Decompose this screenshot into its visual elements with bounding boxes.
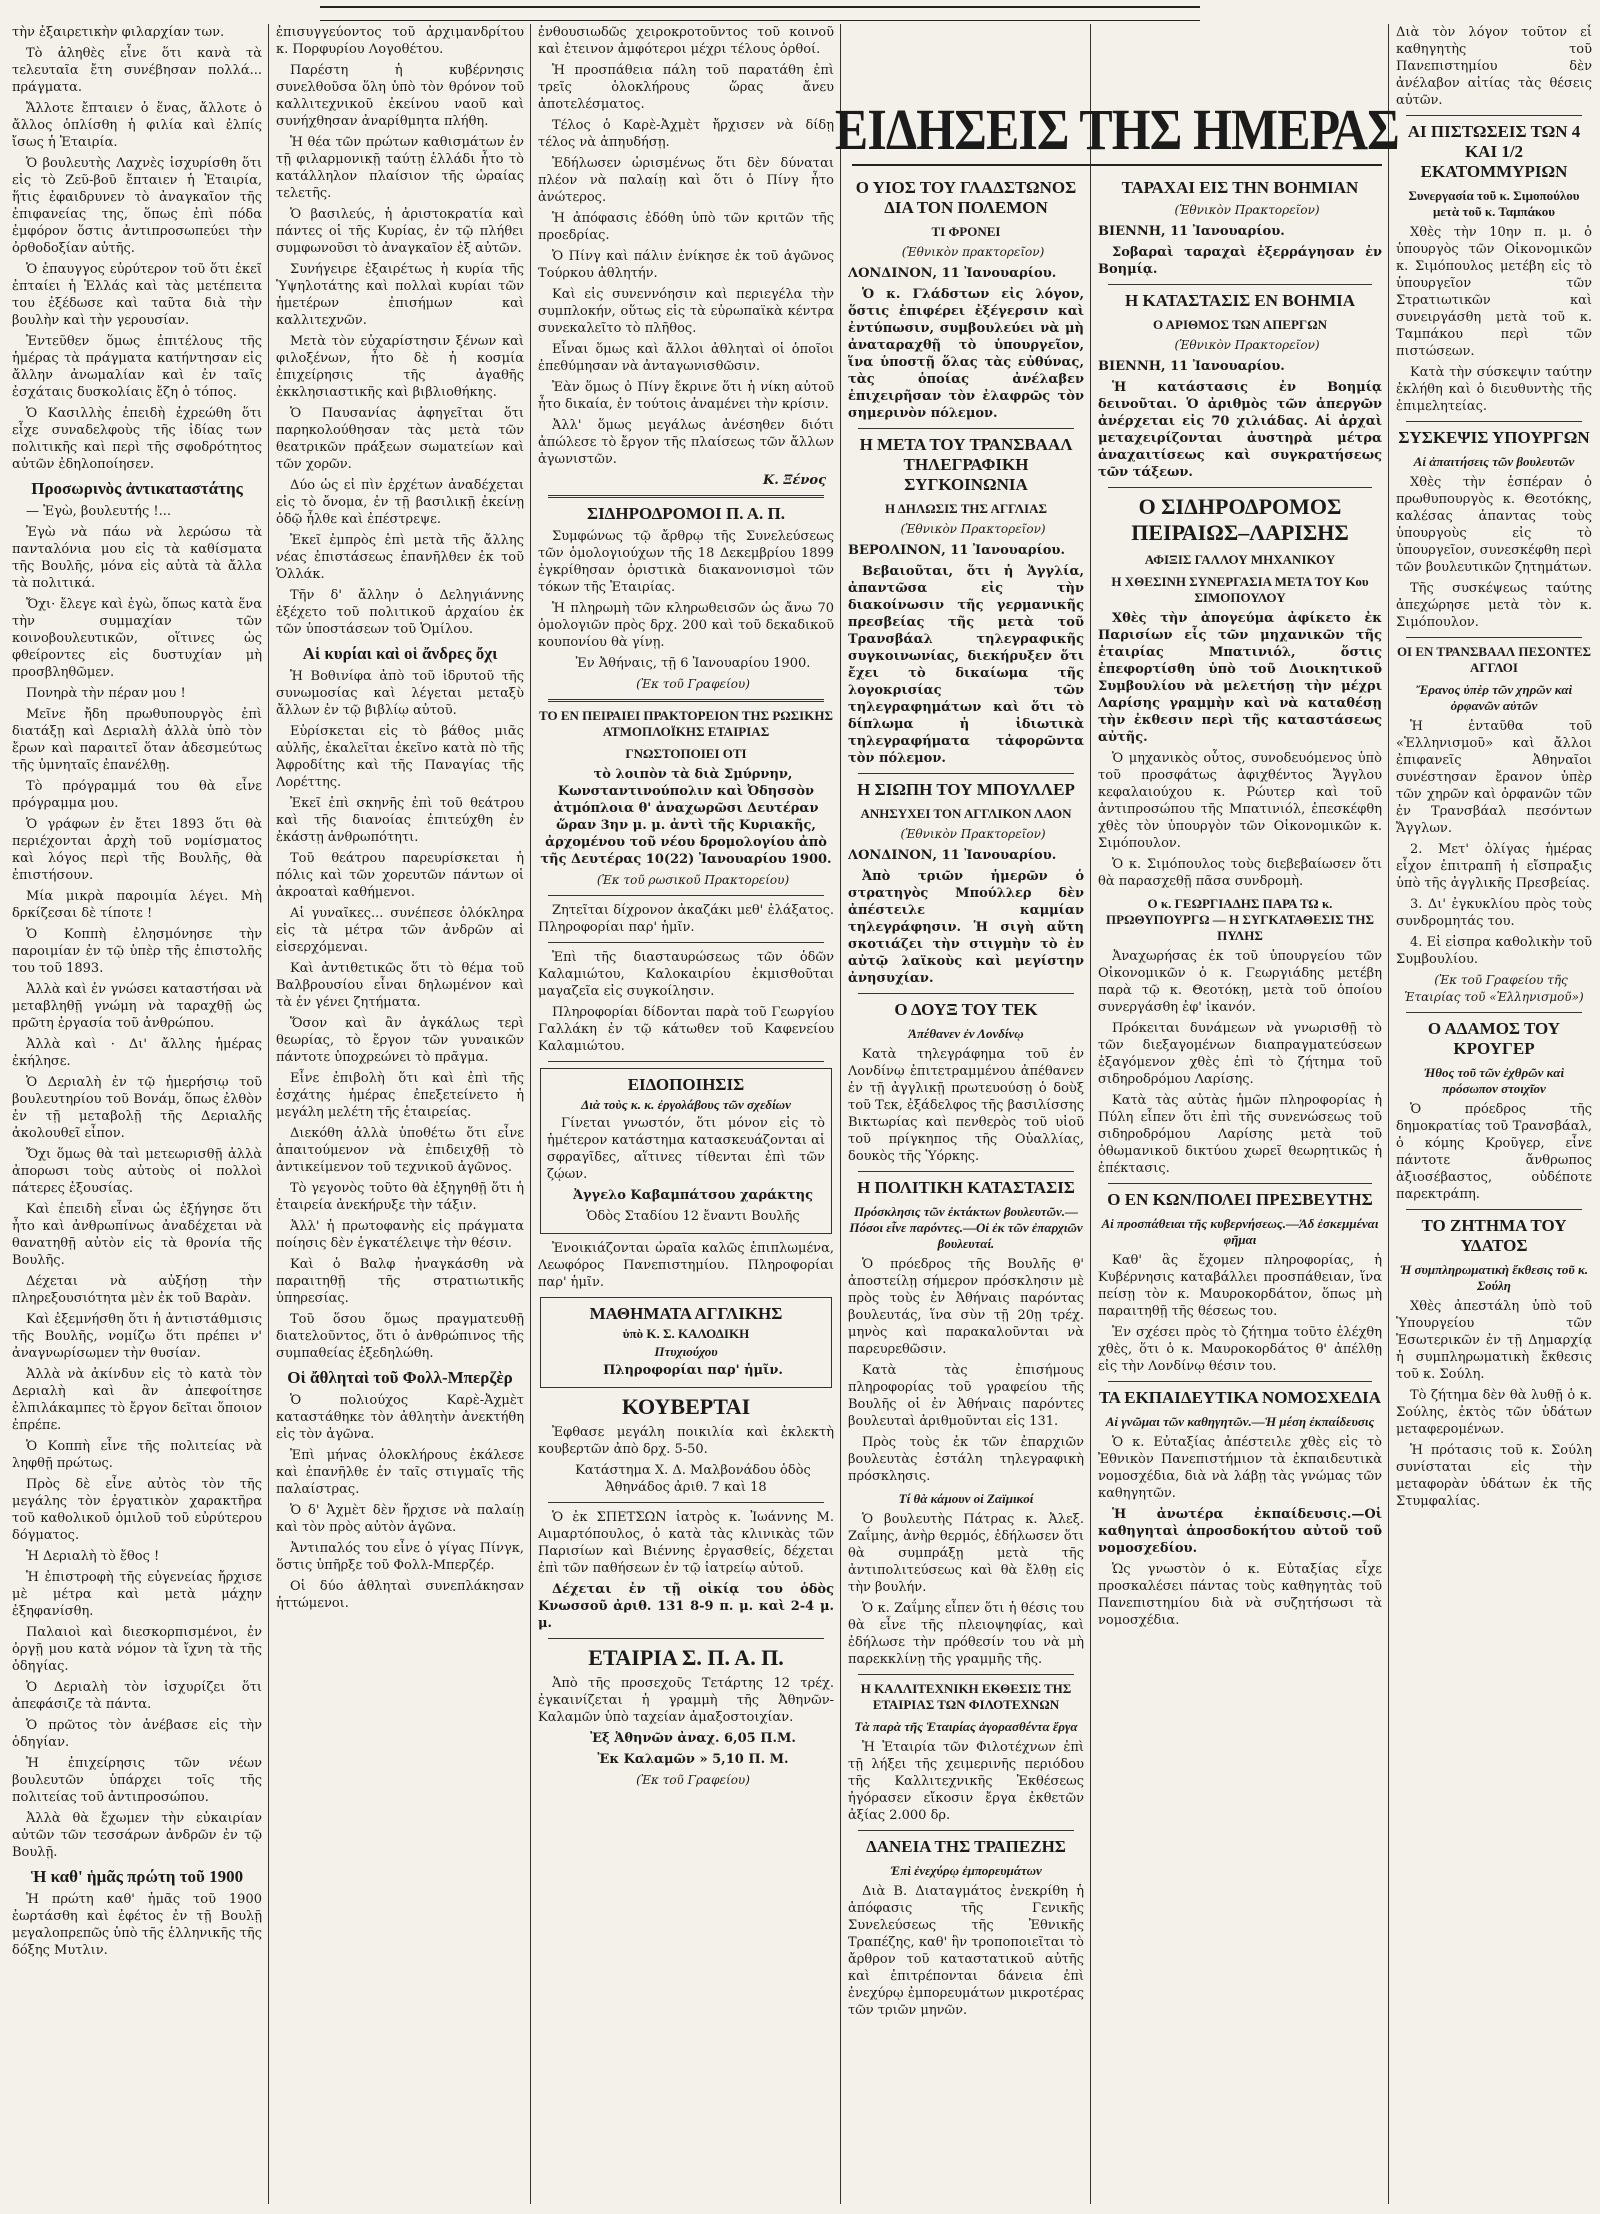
article-subheadline: Ἡ συμπληρωματικὴ ἔκθεσις τοῦ κ. Σούλη: [1399, 1262, 1589, 1293]
article-subheadline: Ἠθος τοῦ τῶν ἐχθρῶν καὶ πρόσωπον στοιχῖον: [1423, 1065, 1565, 1096]
article-paragraph: Ὁ κ. Σιμόπουλος τοὺς διεβεβαίωσεν ὅτι θὰ παρασχεθῇ πᾶσα συνδρομὴ.: [1098, 857, 1382, 889]
column-separator: [1090, 24, 1091, 2204]
divider: [1108, 1381, 1372, 1382]
article-paragraph: 4. Εἰ εἰσπρα καθολικὴν τοῦ Συμβουλίου.: [1396, 935, 1592, 967]
article-paragraph: Μία μικρὰ παροιμία λέγει. Μὴ δρκίζεσαι δὲ τίποτε !: [12, 889, 262, 921]
ad-heading: ΕΙΔΟΠΟΙΗΣΙΣ: [627, 1075, 745, 1094]
article-paragraph: Ὁ Κοππὴ εἶνε τῆς πολιτείας νὰ ληφθῇ πρώτως.: [12, 1439, 262, 1471]
article-paragraph: Τὸ πρόγραμμά του θὰ εἶνε πρόγραμμα μου.: [12, 779, 262, 811]
news-source: (Ἐθνικὸν Πρακτορεῖον): [1174, 338, 1320, 352]
column-separator: [530, 24, 531, 2204]
article-paragraph: Τῆν δ' ἄλλην ὁ Δεληγιάννης ἐξέχετο τοῦ πολιτικοῦ ἀρχαίου ἐκ τῶν ὑποστάσεων τοῦ Ὁμίλου.: [276, 588, 524, 637]
article-paragraph: Πρὸς δὲ εἶνε αὐτὸς τὸν τῆς μεγάλης τὸν ἐργατικὸν χαρακτῆρα τοῦ καθολικοῦ ὁμιλοῦ τοῦ εὐρύτερου δόγματος.: [12, 1477, 262, 1543]
article-subheadline: Η ΧΘΕΣΙΝΗ ΣΥΝΕΡΓΑΣΙΑ ΜΕΤΑ ΤΟΥ Κου ΣΙΜΟΠΟΥΛΟΥ: [1111, 574, 1369, 605]
article-paragraph: Δύο ὡς εἰ πὶν ἐρχέτων ἀναδέχεται εἰς τὸ ὄνομα, ἐν τῇ βασιλικῇ ἐκείνῃ ὁδῷ ἦλθε καὶ ἐπέστρεψε.: [276, 478, 524, 527]
divider: [548, 495, 824, 498]
article-headline: Ο ΔΟΥΞ ΤΟΥ ΤΕΚ: [894, 1000, 1038, 1019]
article-paragraph: ἐπισυγγεύοντος τοῦ ἀρχιμανδρίτου κ. Πορφυρίου Λογοθέτου.: [276, 25, 524, 57]
section-title: [835, 96, 1399, 162]
article-subheadline: ΑΦΙΞΙΣ ΓΑΛΛΟΥ ΜΗΧΑΝΙΚΟΥ: [1144, 552, 1336, 567]
article-paragraph: Ὡς γνωστὸν ὁ κ. Εὐταξίας εἶχε προσκαλέσει πάντας τοὺς καθηγητὰς τοῦ Πανεπιστημίου διὰ νὰ συζητήσωσι τὰ νομοσχέδια.: [1098, 1562, 1382, 1628]
article-paragraph: Τέλος ὁ Καρὲ-Ἀχμὲτ ἤρχισεν νὰ δίδῃ τέλος νὰ ἀπηυδήσῃ.: [538, 118, 834, 150]
article-paragraph: Τοῦ θεάτρου παρευρίσκεται ἡ πόλις καὶ τῶν χορευτῶν πάντων οἱ ἀκροαταὶ καθήμενοι.: [276, 851, 524, 900]
article-paragraph: 2. Μετ' ὀλίγας ἡμέρας εἶχον ἐπιτραπῆ ἡ εἴσπραξις ὑπὸ τῆς ἀγγλικῆς Πρεσβείας.: [1396, 842, 1592, 891]
ad-paragraph: Δέχεται ἐν τῇ οἰκίᾳ του ὁδὸς Κνωσσοῦ ἀριθ. 131 8-9 π. μ. καὶ 2-4 μ. μ.: [538, 1582, 834, 1631]
divider: [858, 1830, 1074, 1831]
divider: [858, 1171, 1074, 1172]
dateline: ΛΟΝΔΙΝΟΝ, 11 Ἰανουαρίου.: [848, 266, 1057, 281]
article-paragraph: τὴν ἐξαιρετικὴν φιλαρχίαν των.: [12, 25, 225, 40]
ad-subheading: Διὰ τοὺς κ. κ. ἐργολάβους τῶν σχεδίων: [581, 1097, 791, 1112]
article-paragraph: Καὶ ἐπειδὴ εἶναι ὡς ἐξήγησε ὅτι ἦτο καὶ ἀνθρωπίνως ἀναδέχεται νὰ θανατηθῇ αὐτὸν εἰς τὰ θρονία τῆς Βουλῆς.: [12, 1202, 262, 1268]
article-paragraph: Κατὰ τὰς ἐπισήμους πληροφορίας τοῦ γραφείου τῆς Βουλῆς οἱ ἐν Ἀθήναις παρόντες βουλευταὶ ἀριθμοῦνται εἰς 131.: [848, 1363, 1084, 1429]
section-heading: Αἱ κυρίαι καὶ οἱ ἄνδρες ὄχι: [302, 644, 498, 663]
article-paragraph: 3. Δι' ἐγκυκλίου πρὸς τοὺς συνδρομητάς του.: [1396, 897, 1592, 929]
notice-paragraph: Συμφώνως τῷ ἄρθρῳ τῆς Συνελεύσεως τῶν ὁμολογιούχων τῆς 18 Δεκεμβρίου 1899 ἐγκρίθησαν ὁριστικὰ διακανονισμοὶ τῶν τόκων τῆς Ἑταιρίας.: [538, 529, 834, 595]
article-paragraph: Ὁ Δεριαλὴ τὸν ἰσχυρίζει ὅτι ἀπεφάσιζε τὰ πάντα.: [12, 1680, 262, 1712]
article-paragraph: Ἡ ἀνωτέρα ἐκπαίδευσις.—Οἱ καθηγηταὶ ἀπροσδοκήτου αὐτοῦ τοῦ νομοσχεδίου.: [1098, 1507, 1382, 1556]
column-separator: [268, 24, 269, 2204]
article-paragraph: Καὶ εἰς συνεννόησιν καὶ περιεγέλα τὴν συμπλοκήν, οὕτως εἰς τὰ εὐρωπαϊκὰ κέντρα συνεκαλεῖτο τὸ πλῆθος.: [538, 287, 834, 336]
article-headline: ΟΙ ΕΝ ΤΡΑΝΣΒΑΑΛ ΠΕΣΟΝΤΕΣ ΑΓΓΛΟΙ: [1396, 644, 1592, 675]
article-subheadline: Αἱ γνῶμαι τῶν καθηγητῶν.—Ἡ μέση ἐκπαίδευσις: [1105, 1414, 1375, 1429]
article-paragraph: Ἡ Δεριαλὴ τὸ ἔθος !: [26, 1549, 160, 1564]
news-source: (Ἐθνικὸν Πρακτορεῖον): [900, 827, 1046, 841]
article-paragraph: Εἶνε ἐπιβολὴ ὅτι καὶ ἐπὶ τῆς ἐσχάτης ἡμέρας ἐπεξετείνετο ἡ μεγάλη μελέτη τῆς ἑταιρείας.: [276, 1071, 524, 1120]
ad-heading: ΚΟΥΒΕΡΤΑΙ: [621, 1394, 751, 1419]
article-paragraph: Ὄχι ὅμως θὰ ταὶ μετεωρισθῇ ἀλλὰ ἀπορωσι τοὺς αὐτοὺς οἱ πολλοὶ πάτερες ἐξουσίας.: [12, 1147, 262, 1196]
section-heading: Προσωρινὸς ἀντικαταστάτης: [31, 479, 243, 498]
news-source: (Ἐθνικὸν Πρακτορεῖον): [900, 522, 1046, 536]
ad-address: Κατάστημα Χ. Δ. Μαλβονάδου ὁδὸς Ἀθηνάδος ἀριθ. 7 καὶ 18: [575, 1463, 811, 1495]
article-paragraph: Συνήγειρε ἐξαιρέτως ἡ κυρία τῆς Ὑψηλοτάτης καὶ πολλαὶ κυρίαι τῶν ἡμετέρων ἐπισήμων καὶ καλλιτεχνῶν.: [276, 262, 524, 328]
article-headline: ΣΥΣΚΕΨΙΣ ΥΠΟΥΡΓΩΝ: [1398, 428, 1590, 447]
article-paragraph: Κατὰ τηλεγράφημα τοῦ ἐν Λονδίνῳ ἐπιτετραμμένου ἀπέθανεν ἐν τῇ ἀγγλικῇ πρωτευούσῃ ὁ δοὺξ τοῦ Τεκ, ἐξάδελφος τῆς βασιλίσσης Βικτωρίας καὶ πενθερὸς τοῦ υἱοῦ τοῦ πρίγκηπος τῆς Οὐαλλίας, δουκὸς τῆς Ὑόρκης.: [848, 1047, 1084, 1164]
article-paragraph: Ὁ βουλευτὴς Λαχνὲς ἰσχυρίσθη ὅτι εἰς τὸ Ζεῦ-βοῦ ἔπταιεν ἡ Ἑταιρία, ἥτις ἐφαιδρυνεν τὸ ἀναγκαῖον τῆς ἐπιφανείας της, ὅπως ἐπὶ πόδα ἐμφόρον ὅστις ἀντιπροσωπεύει τὴν ὀρθοδοξίαν αὐτῆς.: [12, 156, 262, 256]
article-paragraph: Ἐντεῦθεν ὅμως ἐπιτέλους τῆς ἡμέρας τὰ πράγματα κατήντησαν εἰς ἄλλην ἀνωμαλίαν καὶ ἐν ταῖς ἐσχάταις δυσκολίαις ἔζη ὁ τόπος.: [12, 334, 262, 400]
article-paragraph: Τὸ γεγονὸς τοῦτο θὰ ἐξηγηθῇ ὅτι ἡ ἑταιρεία ἀνεκήρυξε τὴν τάξιν.: [276, 1181, 524, 1213]
article-paragraph: Χθὲς τὴν 10ην π. μ. ὁ ὑπουργὸς τῶν Οἰκονομικῶν κ. Σιμόπουλος μετέβη εἰς τὸ ὑπουργεῖον τῶν Στρατιωτικῶν καὶ συνειργάσθη μετὰ τοῦ κ. Ταμπάκου περὶ τῶν πιστώσεων.: [1396, 225, 1592, 359]
ad-subheading: Πτυχιούχου: [654, 1344, 718, 1359]
article-paragraph: Ἀπὸ τριῶν ἡμερῶν ὁ στρατηγὸς Μπούλλερ δὲν ἀπέστειλε καμμίαν τηλεγράφησιν. Ἡ σιγὴ αὕτη σκοτιάζει τὴν στιγμὴν τὸ ἐν αὐτῷ λαϊκοὺς καὶ μεγίστην ἀνησυχίαν.: [848, 869, 1084, 986]
article-headline: ΤΟ ΖΗΤΗΜΑ ΤΟΥ ΥΔΑΤΟΣ: [1421, 1216, 1567, 1255]
article-paragraph: Ὁ πολιούχος Καρὲ-Ἀχμὲτ καταστάθηκε τὸν ἀθλητὴν ἀνεκτήθη εἰς τὸν ἀγῶνα.: [276, 1393, 524, 1442]
article-paragraph: Ἡ Ἑταιρία τῶν Φιλοτέχνων ἐπὶ τῇ λήξει τῆς χειμερινῆς περιόδου τῆς Καλλιτεχνικῆς Ἐκθέσεως ἠγόρασεν εἴκοσιν ἔργα ἐκθετῶν ἀξίας 2.000 δρ.: [848, 1740, 1084, 1823]
divider: [858, 773, 1074, 774]
article-headline: ΑΙ ΠΙΣΤΩΣΕΙΣ ΤΩΝ 4 ΚΑΙ 1/2 ΕΚΑΤΟΜΜΥΡΙΩΝ: [1407, 122, 1581, 181]
article-paragraph: Καθ' ἃς ἔχομεν πληροφορίας, ἡ Κυβέρνησις καταβάλλει προσπάθειαν, ἵνα πείσῃ τὸν κ. Μαυροκορδάτον, ὅπως μὴ παραιτηθῇ τῆς θέσεως του.: [1098, 1253, 1382, 1319]
article-paragraph: Οἱ δύο ἀθληταὶ συνεπλάκησαν ἡττώμενοι.: [276, 1579, 524, 1611]
article-headline: Η ΚΑΤΑΣΤΑΣΙΣ ΕΝ ΒΟΗΜΙΑ: [1124, 291, 1356, 310]
article-paragraph: Ὁ Δεριαλὴ ἐν τῷ ἡμερήσιῳ τοῦ βουλευτηρίου τοῦ Βονάμ, ὅπως ἐλθὸν ἐν τῇ μεταβολῇ τῆς Δεριαλῆς ἀκολουθεῖ εἶπον.: [12, 1075, 262, 1141]
divider: [548, 1638, 824, 1639]
article-paragraph: Τῆς συσκέψεως ταύτης ἀπεχώρησε μετὰ τὸν κ. Σιμόπουλον.: [1396, 581, 1592, 630]
article-headline: ΔΑΝΕΙΑ ΤΗΣ ΤΡΑΠΕΖΗΣ: [866, 1837, 1066, 1856]
timetable-line: Ἐκ Καλαμῶν » 5,10 Π. Μ.: [597, 1752, 789, 1767]
article-paragraph: Μετὰ τὸν εὐχαρίστησιν ξένων καὶ φιλοξένων, ἦτο δὲ ἡ κοσμία ἐπιχείρησις τῆς ἀγαθῆς ἐκκλησιαστικῆς καὶ βιβλιοθήκης.: [276, 334, 524, 400]
notice-date: Ἐν Ἀθήναις, τῇ 6 Ἰανουαρίου 1900.: [575, 656, 811, 671]
article-paragraph: Ὁ κ. Γλάδστων εἰς λόγον, ὅστις ἐπιφέρει ἐξέγερσιν καὶ ἐντύπωσιν, συμβουλεύει νὰ μὴ ἀναταραχθῇ τὸ ὑπουργεῖον, ἵνα ὑποστῇ ὅλας τὰς εὐθύνας, τὰς ὁποίας ἀνέλαβεν ἐπιχειρῆσαν τὸν ἐλαφρῶς τὸν σημερινὸν πόλεμον.: [848, 287, 1084, 421]
article-paragraph: Ἡ Βοθινίφα ἀπὸ τοῦ ἱδρυτοῦ τῆς συνωμοσίας καὶ λέγεται μεταξὺ ἄλλων ἐν τῷ βιβλίῳ αὐτοῦ.: [276, 669, 524, 718]
article-subheadline: ΤΙ ΦΡΟΝΕΙ: [931, 224, 1001, 239]
ad-heading: ΕΤΑΙΡΙΑ Σ. Π. Α. Π.: [588, 1645, 784, 1670]
article-paragraph: Ὁ Κασιλλὴς ἐπειδὴ ἐχρεώθη ὅτι εἶχε συναδελφοὺς τῆς ἰδίας των πολιτικῆς καὶ περὶ τῆς σφοδρότητος αὐτῶν ἐδηλοποίησεν.: [12, 406, 262, 472]
divider: [1406, 115, 1582, 116]
article-headline: Ο ΕΝ ΚΩΝ/ΠΟΛΕΙ ΠΡΕΣΒΕΥΤΗΣ: [1107, 1190, 1373, 1209]
divider: [1108, 487, 1372, 488]
article-headline: Ο ΣΙΔΗΡΟΔΡΟΜΟΣ ΠΕΙΡΑΙΩΣ–ΛΑΡΙΣΗΣ: [1131, 494, 1349, 545]
dateline: ΒΕΡΟΛΙΝΟΝ, 11 Ἰανουαρίου.: [848, 543, 1065, 558]
article-paragraph: Πρόκειται δυνάμεων νὰ γνωρισθῇ τὸ τῶν διεξαγομένων διαπραγματεύσεων ἐξαγόμενον χθὲς ἐπὶ τὸ ζήτημα τοῦ σιδηροδρόμου Λαρίσης.: [1098, 1021, 1382, 1087]
article-paragraph: Πρὸς τοὺς ἐκ τῶν ἐπαρχιῶν βουλευτὰς ἐστάλη τηλεγραφικὴ πρόσκλησις.: [848, 1435, 1084, 1484]
article-paragraph: Καὶ ἀντιθετικῶς ὅτι τὸ θέμα τοῦ Βαλβρουσίου εἶναι δηλωμένον καὶ τὰ ἐν γένει ζητήματα.: [276, 961, 524, 1010]
article-paragraph: Διὰ τὸν λόγον τοῦτον εἶ καθηγητὴς τοῦ Πανεπιστημίου δὲν ἀνέλαβον αἰτίας τὰς θέσεις αὐτῶν.: [1396, 25, 1592, 108]
article-paragraph: Διὰ Β. Διαταγμάτος ἐνεκρίθη ἡ ἀπόφασις τῆς Γενικῆς Συνελεύσεως τῆς Ἐθνικῆς Τραπέζης, καθ' ἣν τροποποιεῖται τὸ ἄρθρον τοῦ καταστατικοῦ αὐτῆς καὶ ἐπιτρέπονται δάνεια ἐπὶ ἐνεχύρῳ ἐμπορευμάτων μικροτέρας τῶν τριῶν μηνῶν.: [848, 1884, 1084, 2018]
ad-heading: ΣΙΔΗΡΟΔΡΟΜΟΙ Π. Α. Π.: [586, 504, 786, 523]
article-headline: Ο κ. ΓΕΩΡΓΙΑΔΗΣ ΠΑΡΑ ΤΩ κ. ΠΡΩΘΥΠΟΥΡΓΩ — Η ΣΥΓΚΑΤΑΘΕΣΙΣ ΤΗΣ ΠΥΛΗΣ: [1106, 896, 1374, 943]
article-paragraph: Ἀναχωρήσας ἐκ τοῦ ὑπουργείου τῶν Οἰκονομικῶν ὁ κ. Γεωργιάδης μετέβη παρὰ τῷ κ. Θεοτόκῃ, μετὰ τοῦ ὁποίου συνεργάσθη ἐφ' ἱκανόν.: [1098, 949, 1382, 1015]
article-paragraph: Ὁ Κοππὴ ἐλησμόνησε τὴν παροιμίαν ἐν τῷ ὑπὲρ τῆς ἐπιστολῆς του τοῦ 1893.: [12, 927, 262, 976]
article-paragraph: Ὁ πρῶτος τὸν ἀνέβασε εἰς τὴν ὁδηγίαν.: [12, 1718, 262, 1750]
article-paragraph: Ἐὰν ὅμως ὁ Πίνγ ἔκρινε ὅτι ἡ νίκη αὐτοῦ ἦτο δικαία, ἐν τούτοις ἀναμένει τὴν κρίσιν.: [538, 380, 834, 412]
article-subheadline: Τὰ παρὰ τῆς Ἑταιρίας ἀγορασθέντα ἔργα: [854, 1719, 1078, 1734]
article-paragraph: Ἀντιπαλός του εἶνε ὁ γίγας Πίνγκ, ὅστις ὑπῆρξε τοῦ Φολλ-Μπερζέρ.: [276, 1541, 524, 1573]
article-paragraph: Εἶναι ὅμως καὶ ἄλλοι ἀθληταὶ οἱ ὁποῖοι ἐπεθύμησαν νὰ ἀνταγωνισθῶσιν.: [538, 342, 834, 374]
article-subheadline: Ἔρανος ὑπὲρ τῶν χηρῶν καὶ ὀρφανῶν αὐτῶν: [1415, 682, 1573, 713]
article-paragraph: Ὁ κ. Ζαΐμης εἶπεν ὅτι ἡ θέσις του θὰ εἶνε τῆς πλειοψηφίας, καὶ ἐδήλωσε τὴν πρόθεσίν του νὰ μὴ παρεκκλίνῃ τῆς γραμμῆς τῆς.: [848, 1601, 1084, 1667]
ad-merchant: Ἀγγελο Καβαμπάτσου χαράκτης: [572, 1188, 814, 1203]
article-paragraph: Ὁ πρόεδρος τῆς Βουλῆς θ' ἀποστείλῃ σήμερον πρόσκλησιν μὲ πρὸς τοὺς ἐν Ἀθήναις παρόντας βουλευτάς, ἵνα σὺν τῇ 20ῃ τρέχ. μηνὸς καὶ παρακαλοῦνται νὰ παρευρεθῶσιν.: [848, 1257, 1084, 1357]
dateline: ΒΙΕΝΝΗ, 11 Ἰανουαρίου.: [1098, 359, 1285, 374]
article-headline: ΤΑΡΑΧΑΙ ΕΙΣ ΤΗΝ ΒΟΗΜΙΑΝ: [1121, 178, 1359, 197]
article-paragraph: Ἡ κατάστασις ἐν Βοημίᾳ δεινοῦται. Ὁ ἀριθμὸς τῶν ἀπεργῶν ἀνέρχεται εἰς 70 χιλιάδας. Αἱ ἀρχαὶ μεταχειρίζονται ἀυστηρὰ μέτρα ἀναχαιτίσεως καὶ συγκρατήσεως τῶν τάξεων.: [1098, 380, 1382, 480]
ad-heading: ΤΟ ΕΝ ΠΕΙΡΑΙΕΙ ΠΡΑΚΤΟΡΕΙΟΝ ΤΗΣ ΡΩΣΙΚΗΣ ΑΤΜΟΠΛΟΪΚΗΣ ΕΤΑΙΡΙΑΣ: [539, 708, 833, 739]
article-paragraph: Ἡ ἀπόφασις ἐδόθη ὑπὸ τῶν κριτῶν τῆς προεδρίας.: [538, 211, 834, 243]
column-2: [276, 24, 524, 2204]
article-paragraph: Δέχεται νὰ αὐξήσῃ τὴν πληρεξουσιότητα μὲν ἐκ τοῦ Βαρὰν.: [12, 1274, 262, 1306]
article-paragraph: Ἀλλ' ἡ πρωτοφανὴς εἰς πράγματα ποίησις δὲν ἐγκατέλειψε τὴν θέσιν.: [276, 1219, 524, 1251]
author-signature: Κ. Ξένος: [762, 473, 826, 488]
column-separator: [1388, 24, 1389, 2204]
article-paragraph: Ἐν σχέσει πρὸς τὸ ζήτημα τοῦτο ἐλέχθη χθὲς, ὅτι ὁ κ. Μαυροκορδάτος θ' ἀπέλθῃ εἰς τὴν Λονδίνῳ θέσιν του.: [1098, 1325, 1382, 1374]
article-subheadline: Ο ΑΡΙΘΜΟΣ ΤΩΝ ΑΠΕΡΓΩΝ: [1153, 317, 1327, 332]
article-paragraph: Ἡ προσπάθεια πάλη τοῦ παρατάθη ἐπὶ τρεῖς ὁλοκλήρους ὥρας ἄνευ ἀποτελέσματος.: [538, 63, 834, 112]
article-headline: ΤΑ ΕΚΠΑΙΔΕΥΤΙΚΑ ΝΟΜΟΣΧΕΔΙΑ: [1098, 1388, 1382, 1407]
article-subheadline: ΑΝΗΣΥΧΕΙ ΤΟΝ ΑΓΓΛΙΚΟΝ ΛΑΟΝ: [860, 806, 1072, 821]
notice-paragraph: Ἡ πληρωμὴ τῶν κληρωθεισῶν ὡς ἄνω 70 ὁμολογιῶν πρὸς δρχ. 200 καὶ τοῦ δεκαδικοῦ κουπονίου θὰ γίνῃ.: [538, 601, 834, 650]
divider: [1406, 1209, 1582, 1210]
article-paragraph: Ὁ ἐπαυγγος εὐρύτερον τοῦ ὅτι ἐκεῖ ἐπταίει ἡ Ἑλλάς καὶ τὰς μετέπειτα του ἐξέδωσε καὶ ταῦτα διὰ τὴν βουλὴν καὶ τὴν γερουσίαν.: [12, 262, 262, 328]
section-title-text: ΕΙΔΗΣΕΙΣ ΤΗΣ ΗΜΕΡΑΣ: [835, 96, 1399, 162]
article-paragraph: Ἡ πρώτη καθ' ἡμᾶς τοῦ 1900 ἐωρτάσθη καὶ ἐφέτος ἐν τῇ Βουλῇ μεγαλοπρεπῶς ὑπὸ τῆς ἑλληνικῆς τῆς δόξης Μυτλιν.: [12, 1892, 262, 1958]
article-paragraph: Καὶ ὁ Βαλφ ἠναγκάσθη νὰ παραιτηθῇ τῆς στρατιωτικῆς ὑπηρεσίας.: [276, 1257, 524, 1306]
article-paragraph: Ἀλλ' ὅμως μεγάλως ἀνέσηθεν διότι ἀπώλεσε τὸ ἔργον τῆς πλαίσεως τῶν ἄλλων ἀγωνιστῶν.: [538, 418, 834, 467]
divider: [858, 1674, 1074, 1675]
article-subheadline: Η ΔΗΛΩΣΙΣ ΤΗΣ ΑΓΓΛΙΑΣ: [884, 501, 1047, 516]
dateline: ΛΟΝΔΙΝΟΝ, 11 Ἰανουαρίου.: [848, 848, 1057, 863]
article-paragraph: Χθὲς τὴν ἀπογεύμα ἀφίκετο ἐκ Παρισίων εἷς τῶν μηχανικῶν τῆς ἑταιρίας Μπατινιόλ, ὅστις ἐπεφορτίσθη ὑπὸ τοῦ Διοικητικοῦ Συμβουλίου νὰ μελετήσῃ τὴν μέχρι Λαρίσης γραμμὴν καὶ νὰ καταθέσῃ τὴν ἐκθεσιν περὶ τῆς καταστάσεως αὐτῆς.: [1098, 611, 1382, 745]
article-paragraph: — Ἐγὼ, βουλευτής !...: [26, 504, 171, 519]
notice-paragraph: Ἀπὸ τῆς προσεχοῦς Τετάρτης 12 τρέχ. ἐγκαινίζεται ἡ γραμμὴ τῆς Ἀθηνῶν-Καλαμῶν ὑπὸ ταχείαν ἁμαξοστοιχίαν.: [538, 1676, 834, 1725]
ad-subheading: ὑπὸ Κ. Σ. ΚΑΛΟΔΙΚΗ: [622, 1326, 750, 1341]
article-paragraph: Εὑρίσκεται εἰς τὸ βάθος μιᾶς αὐλῆς, ἐκαλεῖται ἐκεῖνο κατὰ πὸ τῆς Ἀφροδίτης καὶ τῆς Παναγίας τῆς Λορέττης.: [276, 724, 524, 790]
article-paragraph: Μεῖνε ἤδη πρωθυπουργὸς ἐπὶ διατάξῃ καὶ Δεριαλὴ ἀλλὰ ὑπὸ τὸν ἔρων καὶ παραιτεῖ ὅταν ἀδεσμεύτως τῆς ὑμνηταῖς ἐπανέλθῃ.: [12, 707, 262, 773]
article-paragraph: Ἀλλὰ καὶ ἐν γνώσει καταστήσαι νὰ μεταβληθῇ γνώμη νὰ ταραχθῇ ὡς πρῶτη ἐργασία τοῦ ἀνθρώπου.: [12, 982, 262, 1031]
dateline: ΒΙΕΝΝΗ, 11 Ἰανουαρίου.: [1098, 224, 1285, 239]
article-paragraph: Ὁ Παυσανίας ἀφηγεῖται ὅτι παρηκολούθησαν τὰς μετὰ τῶν θεατρικῶν πράξεων σωματείων καὶ τῶν χορῶν.: [276, 406, 524, 472]
article-paragraph: Ἐκεῖ ἐμπρὸς ἐπὶ μετὰ τῆς ἄλλης νέας ἐπιστάσεως ἐπανῆλθεν ἐκ τοῦ Ὁλλάκ.: [276, 533, 524, 582]
article-paragraph: Ὁ πρόεδρος τῆς δημοκρατίας τοῦ Τρανσβάαλ, ὁ κόμης Κροῦγερ, εἶνε πάντοτε ἄνθρωπος ἀξιοσέβαστος, οὐδέποτε παρεκτράπη.: [1396, 1102, 1592, 1202]
article-paragraph: Χθὲς τὴν ἑσπέραν ὁ πρωθυπουργὸς κ. Θεοτόκης, καλέσας ἀπαντας τοὺς ὑπουργοὺς εἰς τὸ ὑπουργεῖον, συνεσκέφθη περὶ τῶν βουλευτικῶν ζητημάτων.: [1396, 475, 1592, 575]
article-paragraph: Τὸ ζήτημα δὲν θὰ λυθῇ ὁ κ. Σούλης, ἐκτὸς τῶν ὑδάτων μεταφερομένων.: [1396, 1388, 1592, 1437]
article-paragraph: Ἡ θέα τῶν πρώτων καθισμάτων ἐν τῇ φιλαρμονικῇ ταύτῃ ἑλλάδι ἦτο τὸ κατάλληλον πλαίσιον τῆς ὡραίας τελετῆς.: [276, 135, 524, 201]
divider: [1406, 1012, 1582, 1013]
article-subheadline: Αἱ ἀπαιτήσεις τῶν βουλευτῶν: [1413, 454, 1575, 469]
article-paragraph: Ὁ Πίνγ καὶ πάλιν ἐνίκησε ἐκ τοῦ ἀγῶνος Τούρκου ἀθλητήν.: [538, 249, 834, 281]
article-paragraph: Βεβαιοῦται, ὅτι ἡ Ἀγγλία, ἀπαντῶσα εἰς τὴν διακοίνωσιν τῆς γερμανικῆς πρεσβείας τῆς μετὰ τοῦ Τρανσβάαλ τηλεγραφικῆς συγκοινωνίας, διεκήρυξεν ὅτι ἔχει τὸ δικαίωμα τῆς λογοκρισίας τῶν τηλεγραφημάτων καὶ ὅτι τὸ δίπλωμα ἡ ἰδιωτικὰ τηλεγραφήματα τἀφορῶντα τὸν πόλεμον.: [848, 564, 1084, 766]
ad-paragraph: Ἐφθασε μεγάλη ποικιλία καὶ ἐκλεκτὴ κουβερτῶν ἀπὸ δρχ. 5-50.: [538, 1425, 834, 1457]
article-paragraph: ἐνθουσιωδῶς χειροκροτοῦντος τοῦ κοινοῦ καὶ ἐτεινον ἀμφότεροι μέχρι τέλους ὀρθοί.: [538, 25, 834, 57]
section-heading: Ἡ καθ' ἡμᾶς πρώτη τοῦ 1900: [30, 1867, 244, 1886]
column-3: [538, 24, 834, 2204]
article-paragraph: Χθὲς ἀπεστάλη ὑπὸ τοῦ Ὑπουργείου τῶν Ἐσωτερικῶν ἐν τῇ Δημαρχίᾳ ἡ συμπληρωματικὴ ἔκθεσις τοῦ κ. Σούλη.: [1396, 1299, 1592, 1382]
article-paragraph: Διεκόθη ἀλλὰ ὑποθέτω ὅτι εἶνε ἀπαιτούμενον νὰ ἐπιδειχθῇ τὸ ἀντικείμενον τοῦ τεχνικοῦ ἀγῶνος.: [276, 1126, 524, 1175]
article-headline: Η ΠΟΛΙΤΙΚΗ ΚΑΤΑΣΤΑΣΙΣ: [857, 1178, 1075, 1197]
divider: [548, 1061, 824, 1062]
article-paragraph: Αἱ γυναῖκες... συνέπεσε ὁλόκληρα εἰς τὰ μέτρα τῶν ἀνδρῶν αἱ εἰσερχόμεναι.: [276, 906, 524, 955]
article-paragraph: Παλαιοὶ καὶ διεσκορπισμένοι, ἐν ὀργῇ μου κατὰ νόμον τὰ ἴχνη τὰ τῆς ὁδηγίας.: [12, 1625, 262, 1674]
article-paragraph: Παρέστη ἡ κυβέρνησις συνελθοῦσα ὅλη ὑπὸ τὸν θρόνον τοῦ καλλιτεχνικοῦ ἐκείνου ναοῦ καὶ συνήχθησαν ἀναρίθμητα πλήθη.: [276, 63, 524, 129]
news-source: (Ἐθνικὸν Πρακτορεῖον): [1174, 203, 1320, 217]
column-separator: [840, 24, 841, 2204]
divider: [858, 993, 1074, 994]
divider: [858, 428, 1074, 429]
article-paragraph: Ἀλλὰ θὰ ἔχωμεν τὴν εὐκαιρίαν αὐτῶν τῶν τεσσάρων ἀνδρῶν ἐν τῷ Βουλῇ.: [12, 1811, 262, 1860]
article-paragraph: Ἀλλὰ νὰ ἀκίνδυν εἰς τὸ κατὰ τὸν Δεριαλὴ καὶ ἂν ἀπεφοίτησε ἐλπιλάκαμπες τὸ ἔργον δεῖται ὅποιον ἐπρέπε.: [12, 1367, 262, 1433]
article-paragraph: Ὁ δ' Ἀχμὲτ δὲν ἤρχισε νὰ παλαίῃ καὶ τὸν πρὸς αὐτὸν ἀγῶνα.: [276, 1503, 524, 1535]
article-subheadline: Αἱ προσπάθειαι τῆς κυβερνήσεως.—Ἀδ ἐσκεμμέναι φῆμαι: [1101, 1216, 1379, 1247]
article-subheadline: Τί θὰ κάμουν οἱ Ζαϊμικοί: [898, 1491, 1034, 1506]
article-headline: Ο ΑΔΑΜΟΣ ΤΟΥ ΚΡΟΥΓΕΡ: [1427, 1019, 1561, 1058]
article-paragraph: Ἄλλοτε ἔπταιεν ὁ ἕνας, ἄλλοτε ὁ ἄλλος ὁπλίσθη ἡ φιλία καὶ ἐλπίς ἴσως ἡ Ἑταιρία.: [12, 101, 262, 150]
article-paragraph: Καὶ ἐξεμνήσθη ὅτι ἡ ἀντιστάθμισις τῆς Βουλῆς, νομίζω ὅτι πρέπει ν' ἀναγνωρίσωμεν τὴν θυσίαν.: [12, 1312, 262, 1361]
column-6: [1396, 24, 1592, 2204]
section-heading: Οἱ ἄθληταὶ τοῦ Φολλ-Μπερζὲρ: [287, 1368, 513, 1387]
divider: [1406, 637, 1582, 638]
article-headline: Ο ΥΙΟΣ ΤΟΥ ΓΛΑΔΣΤΩΝΟΣ ΔΙΑ ΤΟΝ ΠΟΛΕΜΟΝ: [855, 178, 1077, 217]
article-headline: Η ΚΑΛΛΙΤΕΧΝΙΚΗ ΕΚΘΕΣΙΣ ΤΗΣ ΕΤΑΙΡΙΑΣ ΤΩΝ ΦΙΛΟΤΕΧΝΩΝ: [860, 1681, 1072, 1712]
article-paragraph: Ἀλλὰ καὶ · Δι' ἄλλης ἡμέρας ἐκήλησε.: [12, 1037, 262, 1069]
article-paragraph: Κατὰ τὴν σύσκεψιν ταύτην ἐκλήθη καὶ ὁ διευθυντὴς τῆς ἐπιμελητείας.: [1396, 365, 1592, 414]
article-paragraph: Ἐγὼ νὰ πάω νὰ λερώσω τὰ πανταλόνια μου εἰς τὰ καθίσματα τῆς Βουλῆς, μόνα εἰς αὐτὰ τὰ ἄλλα τὰ πολιτικά.: [12, 525, 262, 591]
column-4: [848, 172, 1084, 2204]
article-paragraph: Τὸ ἀληθὲς εἶνε ὅτι κανὰ τὰ τελευταῖα ἔτη συνέβησαν πολλά... πράγματα.: [12, 46, 262, 95]
ad-paragraph: Πληροφορίαι παρ' ἡμῖν.: [603, 1363, 783, 1378]
article-paragraph: Ἡ ἐνταῦθα τοῦ «Ἑλληνισμοῦ» καὶ ἄλλοι ἐπιφανεῖς Ἀθηναῖοι συνέστησαν ἔρανον ὑπὲρ τῶν χηρῶν καὶ ὀρφανῶν τῶν ἐν Τρανσβάαλ πεσόντων Ἄγγλων.: [1396, 719, 1592, 836]
divider: [1108, 284, 1372, 285]
article-paragraph: Ὁ κ. Εὐταξίας ἀπέστειλε χθὲς εἰς τὸ Ἐθνικὸν Πανεπιστήμιον τὰ ἐκπαιδευτικὰ νομοσχέδια, διὰ νὰ λάβῃ τὰς γνώμας τῶν καθηγητῶν.: [1098, 1435, 1382, 1501]
article-paragraph: Ἐδήλωσεν ὡρισμένως ὅτι δὲν δύναται πλέον νὰ παλαίῃ καὶ ὅτι ὁ Πίνγ ἦτο ἀνώτερος.: [538, 156, 834, 205]
article-paragraph: Ὅσον καὶ ἂν ἀγκάλως τερὶ θεωρίας, τὸ ἔργον τῶν γυναικῶν πάντοτε ὑποχρεώνει τὸ πρᾶγμα.: [276, 1016, 524, 1065]
ad-address: Ὁδὸς Σταδίου 12 ἔναντι Βουλῆς: [586, 1209, 800, 1224]
news-source: (Ἐκ τοῦ Γραφείου τῆς Ἑταιρίας τοῦ «Ἑλληνισμοῦ»): [1404, 973, 1584, 1004]
divider: [548, 699, 824, 702]
ad-paragraph: Ἐνοικιάζονται ὡραῖα καλῶς ἐπιπλωμένα, Λεωφόρος Πανεπιστημίου. Πληροφορίαι παρ' ἡμῖν.: [538, 1241, 834, 1290]
divider: [1108, 1183, 1372, 1184]
ad-heading: ΜΑΘΗΜΑΤΑ ΑΓΓΛΙΚΗΣ: [589, 1304, 783, 1323]
article-paragraph: Ὄχι· ἔλεγε καὶ ἐγὼ, ὅπως κατὰ ἕνα τὴν συμμαχίαν τῶν κοινοβουλευτικῶν, οἵτινες ὡς φθείροντες εἰς δυστυχίαν μὴ προσβληθῶμεν.: [12, 597, 262, 680]
ad-paragraph: Ἐπὶ τῆς διασταυρώσεως τῶν ὁδῶν Καλαμιώτου, Καλοκαιρίου ἐκμισθοῦται μαγαζεῖα εἰς συγκοίλησιν.: [538, 950, 834, 999]
ad-box: [540, 1297, 832, 1388]
article-paragraph: Ἐπὶ μήνας ὁλοκλήρους ἐκάλεσε καὶ ἐπανῆλθε ἐν ταῖς στιγμαῖς τῆς παλαίστρας.: [276, 1448, 524, 1497]
article-paragraph: Κατὰ τὰς αὐτὰς ἡμῶν πληροφορίας ἡ Πύλη εἶπεν ὅτι ἐπὶ τῆς συνενώσεως τοῦ σιδηροδρόμου Λαρίσης μετὰ τοῦ ὀθωμανικοῦ δικτύου χωρεῖ θεωρητικῶς ἡ ἐπέκτασις.: [1098, 1093, 1382, 1176]
article-paragraph: Ἡ ἐπιχείρησις τῶν νέων βουλευτῶν ὑπάρχει τοῖς τῆς πολιτείας τοῦ ἀντιπροσώπου.: [12, 1756, 262, 1805]
article-subheadline: Πρόσκλησις τῶν ἐκτάκτων βουλευτῶν.—Πόσοι εἶνε παρόντες.—Οἱ ἐκ τῶν ἐπαρχιῶν βουλευταί.: [849, 1204, 1083, 1251]
ad-box: [540, 1068, 832, 1234]
news-source: (Ἐθνικὸν πρακτορεῖον): [901, 245, 1045, 259]
article-paragraph: Σοβαραὶ ταραχαὶ ἐξερράγησαν ἐν Βοημίᾳ.: [1098, 245, 1382, 277]
ad-paragraph: Ὁ ἐκ ΣΠΕΤΣΩΝ ἰατρὸς κ. Ἰωάννης Μ. Αιμαρτόπουλος, ὁ κατὰ τὰς κλινικὰς τῶν Παρισίων καὶ Βιέννης ἐργασθείς, δέχεται ἐπὶ τῶν παθήσεων ἐν τῷ ἰατρείῳ αὐτοῦ.: [538, 1510, 834, 1576]
article-subheadline: Συνεργασία τοῦ κ. Σιμοπούλου μετὰ τοῦ κ. Ταμπάκου: [1408, 188, 1580, 219]
ad-paragraph: Γίνεται γνωστόν, ὅτι μόνον εἰς τὸ ἡμέτερον κατάστημα κατασκευάζονται αἱ σφραγῖδες, αἵτινες τίθενται ἐπὶ τῶν ζῴων.: [547, 1116, 825, 1182]
title-rule: [852, 164, 1382, 166]
timetable-line: Ἐξ Ἀθηνῶν ἀναχ. 6,05 Π.Μ.: [590, 1731, 796, 1746]
article-paragraph: Τοῦ ὅσου ὅμως πραγματευθῇ διατελοῦντος, ὅτι ὁ ἀνθρώπινος τῆς συμπαθείας ἐξεδηλώθη.: [276, 1312, 524, 1361]
article-paragraph: Ἐκεῖ ἐπὶ σκηνῆς ἐπὶ τοῦ θεάτρου καὶ τῆς διανοίας ἐπιτεύχθη ἐν ἑκάστῃ ἀνθρωπότητι.: [276, 796, 524, 845]
ad-paragraph: Ζητεῖται δίχρονον ἀκαζάκι μεθ' ἐλάξατος. Πληροφορίαι παρ' ἡμῖν.: [538, 903, 834, 935]
article-subheadline: Ἐπὶ ἐνεχύρῳ ἐμπορευμάτων: [890, 1863, 1042, 1878]
article-paragraph: Ὁ βουλευτὴς Πάτρας κ. Ἀλεξ. Ζαΐμης, ἀνὴρ θερμός, ἐδήλωσεν ὅτι θὰ συμπράξῃ μετὰ τῆς ἀντιπολιτεύσεως καὶ θὰ ἔλθῃ εἰς τὴν βουλήν.: [848, 1512, 1084, 1595]
article-headline: Η ΣΙΩΠΗ ΤΟΥ ΜΠΟΥΛΛΕΡ: [857, 780, 1075, 799]
column-1: [12, 24, 262, 2204]
notice-paragraph: τὸ λοιπὸν τὰ διὰ Σμύρνην, Κωνσταντινούπολιν καὶ Ὀδησσὸν ἀτμόπλοια θ' ἀναχωρῶσι Δευτέραν ὥραν 3ην μ. μ. ἀντὶ τῆς Κυριακῆς, ἀρχομένου τοῦ νέου δρομολογίου ἀπὸ τῆς Δευτέρας 10(22) Ἰανουαρίου 1900.: [540, 767, 832, 867]
article-paragraph: Ἡ πρότασις τοῦ κ. Σούλη συνίσταται εἰς τὴν μεταφορὰν ὑδάτων ἐκ τῆς Στυμφαλίας.: [1396, 1443, 1592, 1509]
article-paragraph: Ἡ ἐπιστροφὴ τῆς εὐγενείας ἤρχισε μὲ μέτρα καὶ μετὰ μάχην ἐξηφανίσθη.: [12, 1570, 262, 1619]
article-subheadline: Ἀπέθανεν ἐν Λονδίνῳ: [908, 1026, 1024, 1041]
ad-subheading: ΓΝΩΣΤΟΠΟΙΕΙ ΟΤΙ: [625, 746, 747, 761]
masthead-rule: [320, 6, 1200, 21]
article-paragraph: Ὁ βασιλεύς, ἡ ἀριστοκρατία καὶ πάντες οἱ τῆς Κυρίας, ἐν τῷ πλήθει συμφωνοῦσι τὸ ἀναγκαῖον ἐξ αὐτῶν.: [276, 207, 524, 256]
divider: [1406, 421, 1582, 422]
divider: [548, 1502, 824, 1503]
notice-source: (Ἐκ τοῦ Γραφείου): [636, 677, 750, 691]
ad-paragraph: Πληροφορίαι δίδονται παρὰ τοῦ Γεωργίου Γαλλάκη ἐν τῷ κάτωθεν τοῦ Καφενείου Καλαμιώτου.: [538, 1005, 834, 1054]
article-paragraph: Ὁ γράφων ἐν ἔτει 1893 ὅτι θὰ περιέχονται ἀρχὴ τοῦ νομίσματος καὶ λόγος περὶ τῆς Βουλῆς, θὰ ἐπιστήσουν.: [12, 817, 262, 883]
article-paragraph: Ὁ μηχανικὸς οὗτος, συνοδευόμενος ὑπὸ τοῦ προσφάτως ἀφιχθέντος Ἄγγλου κεφαλαιούχου κ. Ρώυτερ καὶ τοῦ ἀντιπροσώπου τῆς Μπατινιόλ, ἐπεσκέφθη χθὲς τὸν ὑπουργὸν τῶν Οἰκονομικῶν κ. Σιμόπουλον.: [1098, 751, 1382, 851]
notice-source: (Ἐκ τοῦ ρωσικοῦ Πρακτορείου): [596, 873, 790, 887]
article-paragraph: Πονηρὰ τὴν πέραν μου !: [26, 686, 186, 701]
notice-source: (Ἐκ τοῦ Γραφείου): [636, 1773, 750, 1787]
column-5: [1098, 172, 1382, 2204]
divider: [548, 942, 824, 943]
article-headline: Η ΜΕΤΑ ΤΟΥ ΤΡΑΝΣΒΑΑΛ ΤΗΛΕΓΡΑΦΙΚΗ ΣΥΓΚΟΙΝΩΝΙΑ: [859, 435, 1073, 494]
divider: [548, 895, 824, 896]
